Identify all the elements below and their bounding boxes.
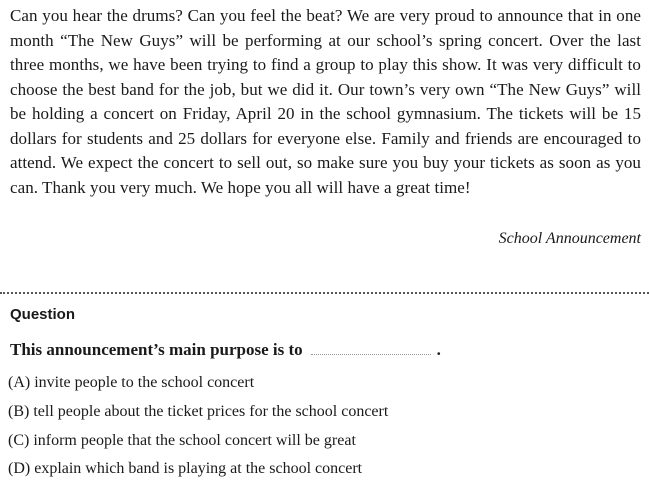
passage-source: School Announcement — [498, 230, 641, 247]
stem-end-mark: . — [436, 340, 441, 359]
option-b[interactable]: (B) tell people about the ticket prices for the school concert — [8, 402, 389, 420]
answer-options — [8, 370, 638, 485]
answer-blank — [311, 354, 431, 355]
section-divider — [0, 292, 649, 294]
option-c[interactable]: (C) inform people that the school concert will be great — [8, 431, 356, 449]
announcement-passage: Can you hear the drums? Can you feel the beat? We are very proud to announce that in one month “The New Guys” will be performing at our school’s spring concert. Over the last three months, we have been trying to find a group to play this show. It was very difficult to choose the best band for the job, but we did it. Our town’s very own “The New Guys” will be holding a concert on Friday, April 20 in the school gymnasium. The tickets will be 15 dollars for students and 25 dollars for everyone else. Family and friends are encouraged to attend. We expect the concert to sell out, so make sure you buy your tickets as soon as you can. Thank you very much. We hope you all will have a great time! — [10, 6, 641, 197]
question-stem — [10, 340, 441, 360]
question-stem-text: This announcement’s main purpose is to — [10, 340, 303, 359]
option-d[interactable]: (D) explain which band is playing at the school concert — [8, 460, 363, 478]
question-heading: Question — [10, 306, 76, 323]
option-a[interactable]: (A) invite people to the school concert — [8, 374, 255, 391]
